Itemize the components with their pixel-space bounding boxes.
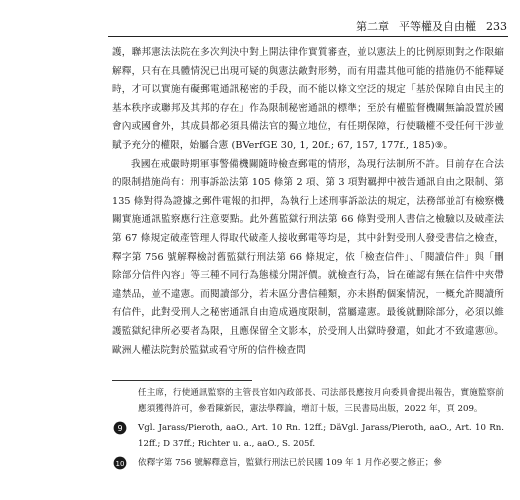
footnote-marker-9 bbox=[112, 421, 128, 435]
footnote-9 bbox=[112, 421, 504, 452]
header-rule bbox=[108, 36, 508, 37]
chapter-title: 平等權及自由權 bbox=[399, 20, 476, 33]
footnote-marker-10 bbox=[112, 456, 128, 470]
footnote-rule bbox=[112, 380, 252, 381]
footnote-10-text: 依釋字第 756 號解釋意旨，監獄行刑法已於民國 109 年 1 月作必要之修正；參 bbox=[138, 458, 442, 469]
footnote-continuation: 任主席，行使通訊監察的主管長官如內政部長、司法部長應按月向委員會提出報告，實施監察前應須獲得許可，參看陳新民，憲法學釋論，增訂十版，三民書局出版，2022 年，頁 209。 bbox=[138, 388, 504, 414]
svg-text:10: 10 bbox=[115, 460, 125, 469]
chapter-label: 第二章 bbox=[356, 20, 389, 33]
footnotes bbox=[112, 386, 504, 472]
paragraph-1: 護，聯邦憲法法院在多次判決中對上開法律作實質審查，並以憲法上的比例原則對之作限縮解釋，只有在具體情況已出現可疑的與憲法敵對形勢，而有用盡其他可能的措施仍不能釋疑時，才可以實施有礙郵電通訊秘密的手段，而不能以條文空泛的規定「基於保障自由民主的基本秩序或聯邦及其邦的存在」作為限制秘密通訊的標準；至於有權監督機關無論設置於國會內或國會外，其成員都必須具備法官的獨立地位，有任期保障，行使職權不受任何干涉並賦予充分的權限，始屬合憲 (BVerfGE 30, 1, 20f.; 67, 157, 177f., 185)⑨。 bbox=[112, 47, 504, 151]
footnote-10 bbox=[112, 456, 504, 472]
svg-text:9: 9 bbox=[117, 424, 123, 434]
main-text bbox=[112, 44, 504, 360]
footnote-9-text: Vgl. Jarass/Pieroth, aaO., Art. 10 Rn. 12ff.; DäVgl. Jarass/Pieroth, aaO., Art. 10 Rn. 12ff.; D 37ff.; Richter u. a., aaO., S. 205f. bbox=[138, 423, 504, 449]
running-header bbox=[0, 18, 507, 34]
page-number: 233 bbox=[486, 19, 507, 33]
paragraph-2: 我國在戒嚴時期軍事警備機關隨時檢查郵電的情形，為現行法制所不許。目前存在合法的限制措施尚有：刑事訴訟法第 105 條第 2 項、第 3 項對羈押中被告通訊自由之限制、第 135 條對得為證據之郵件電報的扣押，為執行上述刑事訴訟法的規定，法務部並訂有檢察機關實施通訊監察應行注意要點。此外舊監獄行刑法第 66 條對受刑人書信之檢驗以及破產法第 67 條規定破產管理人得取代破產人接收郵電等均是，其中針對受刑人發受書信之檢查，釋字第 756 號解釋檢討舊監獄行刑法第 66 條規定，依「檢查信件」、「閱讀信件」與「刪除部分信件內容」等三種不同行為態樣分開評價。就檢查行為，旨在確認有無在信件中夾帶違禁品，並不違憲。而閱讀部分，若未區分書信種類，亦未斟酌個案情況，一概允許閱讀所有信件，此對受刑人之秘密通訊自由造成過度限制，當屬違憲。最後就刪除部分，必須以維護監獄紀律所必要者為限，且應保留全文影本，於受刑人出獄時發還，如此才不致違憲⑩。歐洲人權法院對於監獄或看守所的信件檢查問 bbox=[112, 158, 504, 356]
